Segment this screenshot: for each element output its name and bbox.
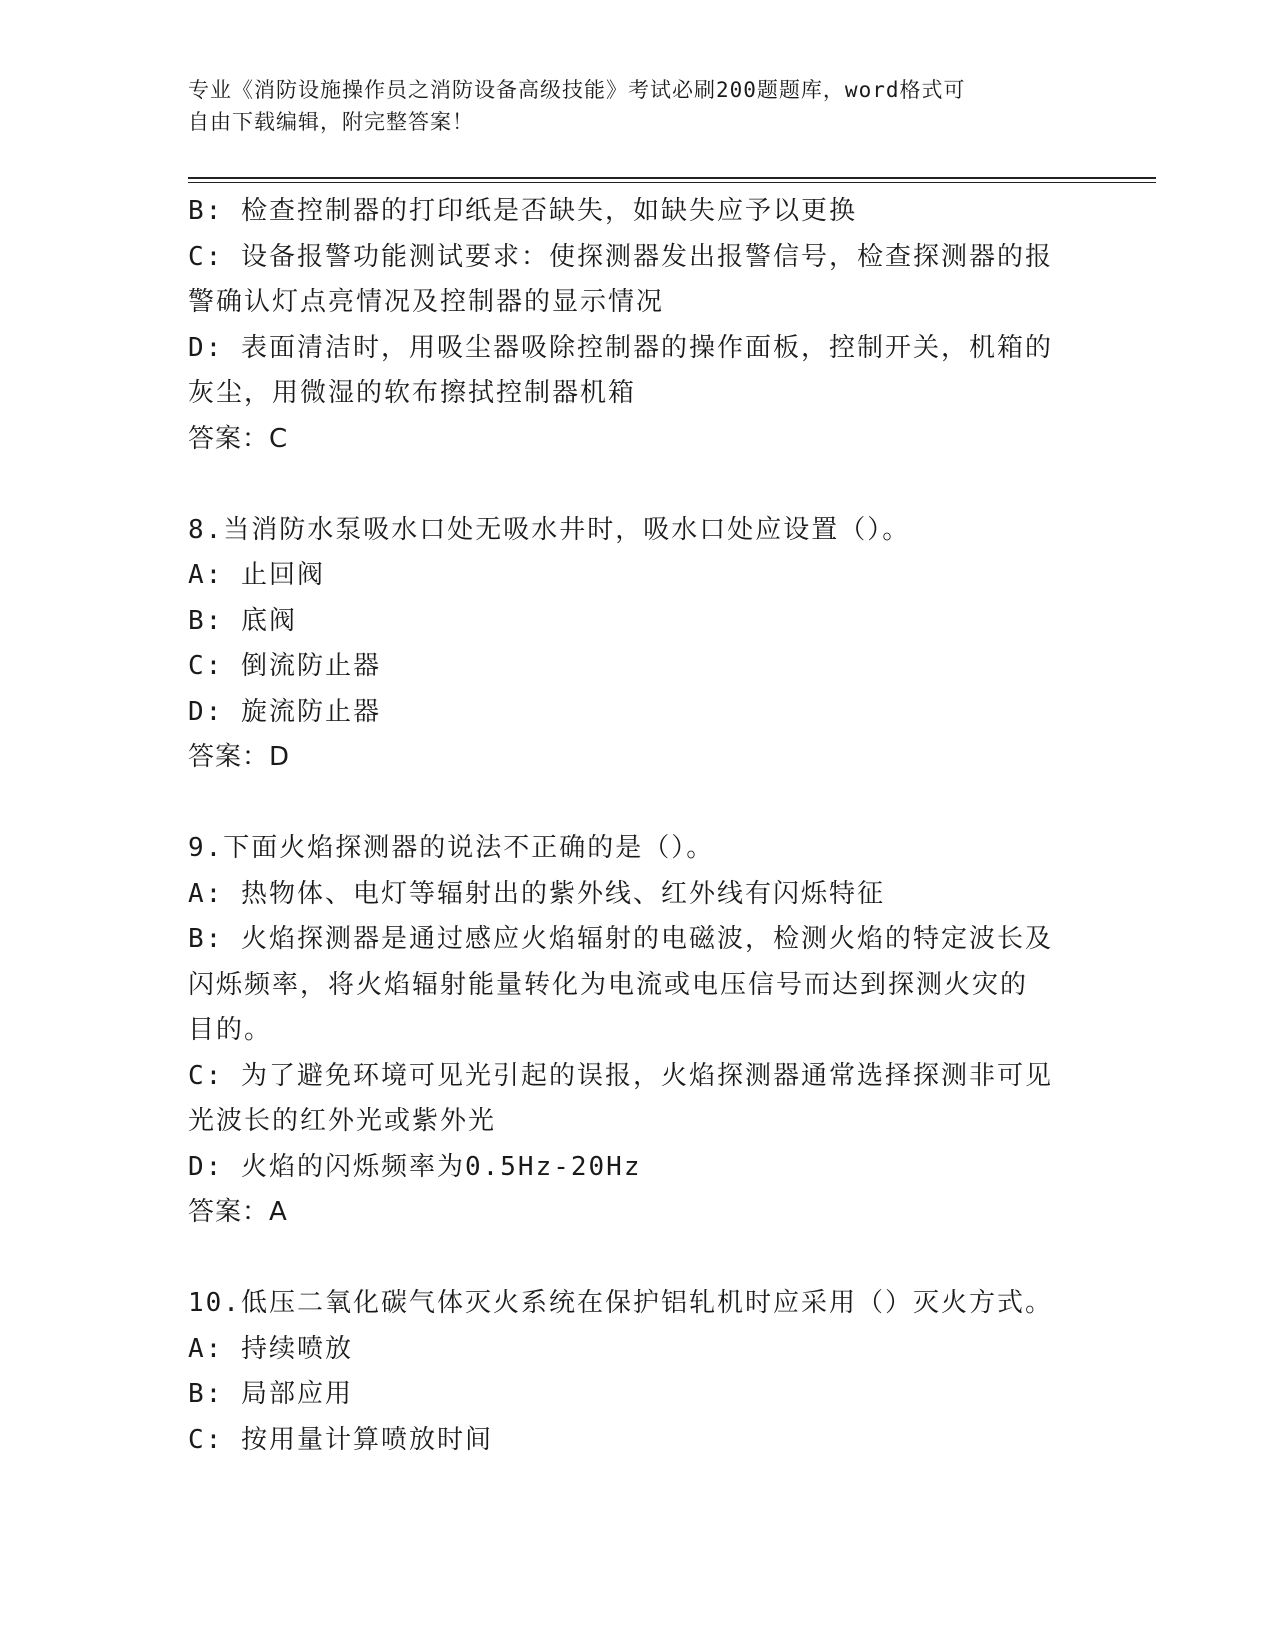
- question-stem: 9.下面火焰探测器的说法不正确的是（）。: [188, 833, 715, 863]
- option-d-line-2: 灰尘，用微湿的软布擦拭控制器机箱: [188, 378, 637, 408]
- option-c: C: 按用量计算喷放时间: [188, 1424, 493, 1455]
- option-c-line-2: 警确认灯点亮情况及控制器的显示情况: [188, 287, 665, 317]
- question-stem: 10.低压二氧化碳气体灭火系统在保护铝轧机时应采用（）灭火方式。: [188, 1288, 1053, 1318]
- question-stem: 8.当消防水泵吸水口处无吸水井时，吸水口处应设置（）。: [188, 514, 911, 545]
- header-divider-thin: [188, 182, 1156, 183]
- question-7-continued: [188, 189, 1078, 462]
- option-b: B: 底阀: [188, 605, 297, 636]
- option-b-line-3: 目的。: [188, 1015, 273, 1045]
- question-content: [188, 189, 1078, 1463]
- page-header: [188, 74, 1068, 138]
- option-c-line-1: C: 设备报警功能测试要求：使探测器发出报警信号，检查探测器的报: [188, 241, 1053, 272]
- option-d-line-1: D: 表面清洁时，用吸尘器吸除控制器的操作面板，控制开关，机箱的: [188, 332, 1053, 363]
- spacer: [188, 1236, 1078, 1282]
- option-d: D: 火焰的闪烁频率为0.5Hz-20Hz: [188, 1151, 642, 1182]
- question-8: [188, 508, 1078, 781]
- option-a: A: 持续喷放: [188, 1333, 353, 1364]
- option-c-line-2: 光波长的红外光或紫外光: [188, 1106, 497, 1136]
- question-10: [188, 1281, 1078, 1463]
- option-b-line-1: B: 火焰探测器是通过感应火焰辐射的电磁波，检测火焰的特定波长及: [188, 924, 1053, 954]
- option-b-line-2: 闪烁频率，将火焰辐射能量转化为电流或电压信号而达到探测火灾的: [188, 969, 1029, 1000]
- option-b: B: 检查控制器的打印纸是否缺失，如缺失应予以更换: [188, 196, 857, 226]
- answer: 答案：C: [188, 423, 289, 454]
- option-d: D: 旋流防止器: [188, 696, 381, 727]
- answer: 答案：D: [188, 742, 291, 772]
- answer: 答案：A: [188, 1197, 288, 1227]
- option-c-line-1: C: 为了避免环境可见光引起的误报，火焰探测器通常选择探测非可见: [188, 1060, 1053, 1091]
- header-divider-thick: [188, 177, 1156, 179]
- option-a: A: 止回阀: [188, 560, 325, 590]
- header-line-1: 专业《消防设施操作员之消防设备高级技能》考试必刷200题题库，word格式可: [188, 78, 966, 102]
- spacer: [188, 462, 1078, 508]
- option-c: C: 倒流防止器: [188, 651, 381, 681]
- option-a: A: 热物体、电灯等辐射出的紫外线、红外线有闪烁特征: [188, 878, 885, 909]
- option-b: B: 局部应用: [188, 1379, 353, 1409]
- spacer: [188, 781, 1078, 827]
- header-line-2: 自由下载编辑，附完整答案！: [188, 110, 474, 134]
- question-9: [188, 826, 1078, 1236]
